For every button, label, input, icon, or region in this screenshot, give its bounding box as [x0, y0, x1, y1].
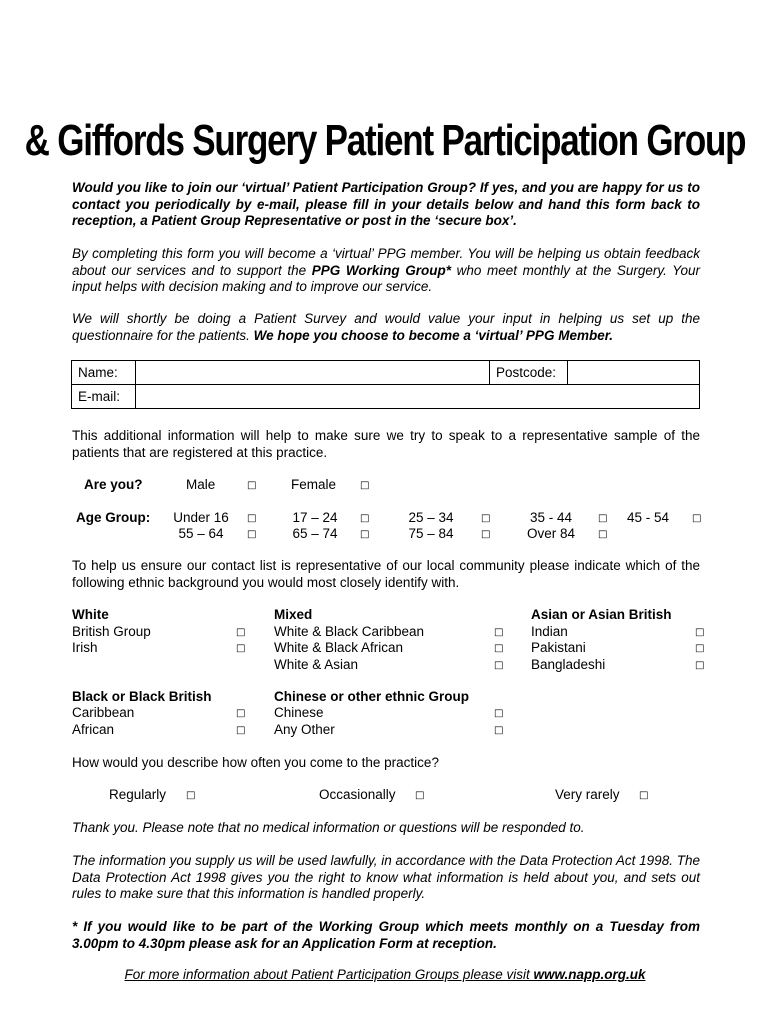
female-label: Female	[291, 477, 337, 492]
additional-info-text: This additional information will help to make sure we try to speak to a representative sample of the patients that are registered at this practice.	[72, 428, 700, 460]
age-over-84-checkbox[interactable]: □	[598, 529, 608, 540]
african-label: African	[72, 722, 115, 737]
data-protection-text: The information you supply us will be used lawfully, in accordance with the Data Protection Act 1998. The Data Protection Act 1998 gives you the right to know what information is held about you, and sets out rules to make sure that this information is handled properly.	[72, 853, 700, 902]
survey-paragraph: We will shortly be doing a Patient Survey and would value your input in helping us set up the questionnaire for the patients. We hope you choose to become a ‘virtual’ PPG Member.	[72, 311, 700, 343]
chinese-label: Chinese	[274, 705, 324, 720]
white-asian-label: White & Asian	[274, 657, 359, 672]
occasionally-checkbox[interactable]: □	[415, 790, 425, 801]
name-label: Name:	[72, 361, 136, 385]
regularly-checkbox[interactable]: □	[186, 790, 196, 801]
name-field[interactable]	[136, 361, 490, 385]
caribbean-checkbox[interactable]: □	[236, 708, 246, 719]
email-label: E-mail:	[72, 385, 136, 409]
age-65-74-checkbox[interactable]: □	[360, 529, 370, 540]
any-other-label: Any Other	[274, 722, 335, 737]
regularly-label: Regularly	[109, 787, 167, 802]
any-other-checkbox[interactable]: □	[494, 725, 504, 736]
white-black-african-checkbox[interactable]: □	[494, 643, 504, 654]
female-checkbox[interactable]: □	[360, 480, 370, 491]
working-group-text: * If you would like to be part of the Working Group which meets monthly on a Tuesday from 3.00pm to 4.30pm please ask for an Application Form at reception.	[72, 919, 700, 951]
age-55-64-checkbox[interactable]: □	[247, 529, 257, 540]
age-group-label: Age Group:	[76, 510, 151, 525]
email-field[interactable]	[136, 385, 700, 409]
irish-label: Irish	[72, 640, 98, 655]
caribbean-label: Caribbean	[72, 705, 135, 720]
mixed-heading: Mixed	[274, 607, 313, 622]
age-under-16-label: Under 16	[173, 510, 229, 525]
age-17-24-label: 17 – 24	[292, 510, 338, 525]
gender-label: Are you?	[84, 477, 143, 492]
black-heading: Black or Black British	[72, 689, 212, 704]
white-black-african-label: White & Black African	[274, 640, 404, 655]
age-45-54-checkbox[interactable]: □	[692, 513, 702, 524]
contact-form	[71, 360, 700, 409]
asian-heading: Asian or Asian British	[531, 607, 672, 622]
page-title: & Giffords Surgery Patient Participation Group	[24, 116, 746, 165]
white-british-label: British Group	[72, 624, 151, 639]
age-25-34-label: 25 – 34	[408, 510, 454, 525]
chinese-heading: Chinese or other ethnic Group	[274, 689, 470, 704]
postcode-field[interactable]	[568, 361, 700, 385]
male-label: Male	[186, 477, 216, 492]
male-checkbox[interactable]: □	[247, 480, 257, 491]
bangladeshi-label: Bangladeshi	[531, 657, 606, 672]
very-rarely-label: Very rarely	[555, 787, 620, 802]
white-black-caribbean-label: White & Black Caribbean	[274, 624, 425, 639]
pakistani-checkbox[interactable]: □	[695, 643, 705, 654]
frequency-question: How would you describe how often you come to the practice?	[72, 755, 439, 770]
ethnic-intro-text: To help us ensure our contact list is representative of our local community please indicate which of the following ethnic background you would most closely identify with.	[72, 558, 700, 590]
age-55-64-label: 55 – 64	[178, 526, 224, 541]
indian-checkbox[interactable]: □	[695, 627, 705, 638]
white-black-caribbean-checkbox[interactable]: □	[494, 627, 504, 638]
napp-link[interactable]: www.napp.org.uk	[533, 967, 646, 982]
occasionally-label: Occasionally	[319, 787, 396, 802]
indian-label: Indian	[531, 624, 568, 639]
irish-checkbox[interactable]: □	[236, 643, 246, 654]
age-over-84-label: Over 84	[526, 526, 576, 541]
white-asian-checkbox[interactable]: □	[494, 660, 504, 671]
age-25-34-checkbox[interactable]: □	[481, 513, 491, 524]
white-british-checkbox[interactable]: □	[236, 627, 246, 638]
age-75-84-label: 75 – 84	[408, 526, 454, 541]
age-under-16-checkbox[interactable]: □	[247, 513, 257, 524]
ppg-member-paragraph: By completing this form you will become a ‘virtual’ PPG member. You will be helping us obtain feedback about our services and to support the PPG Working Group* who meet monthly at the Surgery. Your input helps with decision making and to improve our service.	[72, 246, 701, 295]
pakistani-label: Pakistani	[531, 640, 586, 655]
thanks-text: Thank you. Please note that no medical information or questions will be responded to.	[72, 820, 585, 835]
age-45-54-label: 45 - 54	[627, 510, 670, 525]
very-rarely-checkbox[interactable]: □	[639, 790, 649, 801]
postcode-label: Postcode:	[490, 361, 568, 385]
white-heading: White	[72, 607, 109, 622]
bangladeshi-checkbox[interactable]: □	[695, 660, 705, 671]
age-65-74-label: 65 – 74	[292, 526, 338, 541]
age-17-24-checkbox[interactable]: □	[360, 513, 370, 524]
footer-text: For more information about Patient Participation Groups please visit www.napp.org.uk	[124, 967, 646, 982]
age-35-44-label: 35 - 44	[529, 510, 573, 525]
age-35-44-checkbox[interactable]: □	[598, 513, 608, 524]
age-75-84-checkbox[interactable]: □	[481, 529, 491, 540]
intro-paragraph: Would you like to join our ‘virtual’ Patient Participation Group? If yes, and you are happy for us to contact you periodically by e-mail, please fill in your details below and hand this form back to reception, a Patient Group Representative or post in the ‘secure box’.	[72, 180, 700, 229]
chinese-checkbox[interactable]: □	[494, 708, 504, 719]
african-checkbox[interactable]: □	[236, 725, 246, 736]
